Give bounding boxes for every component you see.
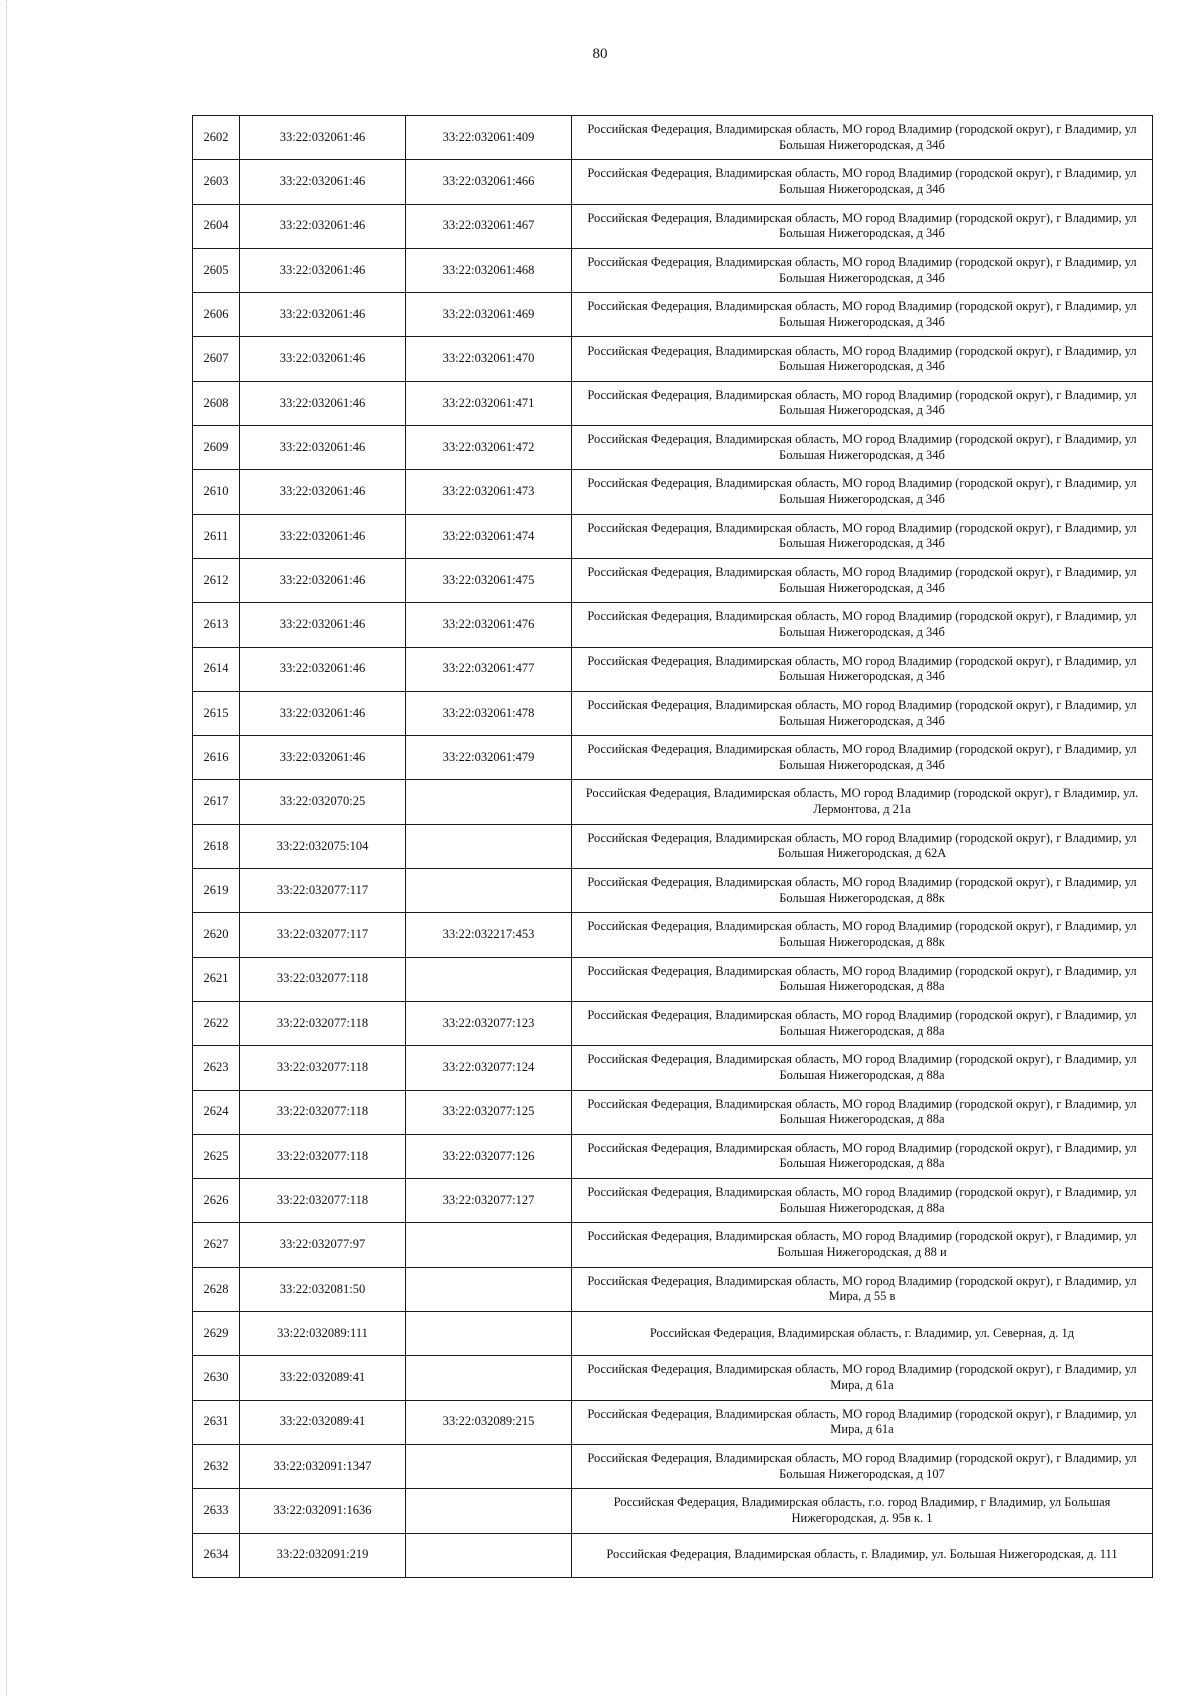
building-cadastral-number-cell [406, 780, 572, 824]
row-number-cell: 2620 [193, 913, 240, 957]
address-cell: Российская Федерация, Владимирская область, МО город Владимир (городской округ), г Владимир, ул Большая Нижегородская, д 34б [572, 691, 1153, 735]
building-cadastral-number-cell: 33:22:032061:473 [406, 470, 572, 514]
address-cell: Российская Федерация, Владимирская область, МО город Владимир (городской округ), г Владимир, ул Большая Нижегородская, д 88а [572, 1134, 1153, 1178]
table-row [193, 913, 1153, 957]
address-cell: Российская Федерация, Владимирская область, МО город Владимир (городской округ), г Владимир, ул Большая Нижегородская, д 34б [572, 426, 1153, 470]
land-cadastral-number-cell: 33:22:032061:46 [240, 248, 406, 292]
building-cadastral-number-cell: 33:22:032061:466 [406, 160, 572, 204]
row-number-cell: 2624 [193, 1090, 240, 1134]
address-cell: Российская Федерация, Владимирская область, МО город Владимир (городской округ), г Владимир, ул Большая Нижегородская, д 34б [572, 736, 1153, 780]
address-cell: Российская Федерация, Владимирская область, МО город Владимир (городской округ), г Владимир, ул Мира, д 61а [572, 1400, 1153, 1444]
building-cadastral-number-cell: 33:22:032217:453 [406, 913, 572, 957]
building-cadastral-number-cell [406, 1356, 572, 1400]
address-cell: Российская Федерация, Владимирская область, МО город Владимир (городской округ), г Владимир, ул Большая Нижегородская, д 34б [572, 204, 1153, 248]
address-cell: Российская Федерация, Владимирская область, МО город Владимир (городской округ), г Владимир, ул Большая Нижегородская, д 34б [572, 514, 1153, 558]
row-number-cell: 2630 [193, 1356, 240, 1400]
row-number-cell: 2615 [193, 691, 240, 735]
land-cadastral-number-cell: 33:22:032070:25 [240, 780, 406, 824]
row-number-cell: 2632 [193, 1444, 240, 1488]
address-cell: Российская Федерация, Владимирская область, МО город Владимир (городской округ), г Владимир, ул. Лермонтова, д 21а [572, 780, 1153, 824]
row-number-cell: 2634 [193, 1533, 240, 1577]
building-cadastral-number-cell [406, 1444, 572, 1488]
land-cadastral-number-cell: 33:22:032089:111 [240, 1312, 406, 1356]
land-cadastral-number-cell: 33:22:032075:104 [240, 824, 406, 868]
building-cadastral-number-cell: 33:22:032061:478 [406, 691, 572, 735]
building-cadastral-number-cell [406, 1312, 572, 1356]
land-cadastral-number-cell: 33:22:032061:46 [240, 426, 406, 470]
address-cell: Российская Федерация, Владимирская область, МО город Владимир (городской округ), г Владимир, ул Большая Нижегородская, д 34б [572, 470, 1153, 514]
building-cadastral-number-cell: 33:22:032061:468 [406, 248, 572, 292]
table-row [193, 1533, 1153, 1577]
table-row [193, 1400, 1153, 1444]
building-cadastral-number-cell [406, 869, 572, 913]
building-cadastral-number-cell: 33:22:032089:215 [406, 1400, 572, 1444]
table-row [193, 1223, 1153, 1267]
row-number-cell: 2629 [193, 1312, 240, 1356]
address-cell: Российская Федерация, Владимирская область, МО город Владимир (городской округ), г Владимир, ул Большая Нижегородская, д 88а [572, 1046, 1153, 1090]
table-row [193, 691, 1153, 735]
table-row [193, 248, 1153, 292]
land-cadastral-number-cell: 33:22:032061:46 [240, 603, 406, 647]
address-cell: Российская Федерация, Владимирская область, МО город Владимир (городской округ), г Владимир, ул Большая Нижегородская, д 34б [572, 337, 1153, 381]
building-cadastral-number-cell: 33:22:032061:476 [406, 603, 572, 647]
row-number-cell: 2628 [193, 1267, 240, 1311]
address-cell: Российская Федерация, Владимирская область, МО город Владимир (городской округ), г Владимир, ул Большая Нижегородская, д 34б [572, 647, 1153, 691]
land-cadastral-number-cell: 33:22:032091:1636 [240, 1489, 406, 1533]
building-cadastral-number-cell: 33:22:032061:409 [406, 116, 572, 160]
building-cadastral-number-cell: 33:22:032061:470 [406, 337, 572, 381]
building-cadastral-number-cell: 33:22:032061:477 [406, 647, 572, 691]
table-row [193, 426, 1153, 470]
page-number: 80 [592, 46, 608, 62]
row-number-cell: 2622 [193, 1001, 240, 1045]
address-cell: Российская Федерация, Владимирская область, МО город Владимир (городской округ), г Владимир, ул Большая Нижегородская, д 34б [572, 558, 1153, 602]
row-number-cell: 2625 [193, 1134, 240, 1178]
land-cadastral-number-cell: 33:22:032077:118 [240, 1179, 406, 1223]
address-cell: Российская Федерация, Владимирская область, МО город Владимир (городской округ), г Владимир, ул Большая Нижегородская, д 62А [572, 824, 1153, 868]
row-number-cell: 2612 [193, 558, 240, 602]
scan-edge-line [6, 0, 7, 1696]
row-number-cell: 2610 [193, 470, 240, 514]
land-cadastral-number-cell: 33:22:032061:46 [240, 514, 406, 558]
row-number-cell: 2608 [193, 381, 240, 425]
land-cadastral-number-cell: 33:22:032061:46 [240, 160, 406, 204]
row-number-cell: 2633 [193, 1489, 240, 1533]
table-row [193, 1090, 1153, 1134]
table-row [193, 824, 1153, 868]
land-cadastral-number-cell: 33:22:032077:118 [240, 1134, 406, 1178]
registry-table [192, 115, 1153, 1578]
table-row [193, 957, 1153, 1001]
address-cell: Российская Федерация, Владимирская область, МО город Владимир (городской округ), г Владимир, ул Большая Нижегородская, д 88а [572, 1001, 1153, 1045]
address-cell: Российская Федерация, Владимирская область, МО город Владимир (городской округ), г Владимир, ул Большая Нижегородская, д 107 [572, 1444, 1153, 1488]
building-cadastral-number-cell [406, 1223, 572, 1267]
address-cell: Российская Федерация, Владимирская область, МО город Владимир (городской округ), г Владимир, ул Большая Нижегородская, д 88а [572, 1179, 1153, 1223]
building-cadastral-number-cell: 33:22:032077:124 [406, 1046, 572, 1090]
building-cadastral-number-cell: 33:22:032077:125 [406, 1090, 572, 1134]
building-cadastral-number-cell: 33:22:032061:479 [406, 736, 572, 780]
table-row [193, 1134, 1153, 1178]
address-cell: Российская Федерация, Владимирская область, МО город Владимир (городской округ), г Владимир, ул Большая Нижегородская, д 88а [572, 1090, 1153, 1134]
land-cadastral-number-cell: 33:22:032061:46 [240, 337, 406, 381]
land-cadastral-number-cell: 33:22:032077:97 [240, 1223, 406, 1267]
land-cadastral-number-cell: 33:22:032077:118 [240, 1090, 406, 1134]
land-cadastral-number-cell: 33:22:032091:1347 [240, 1444, 406, 1488]
land-cadastral-number-cell: 33:22:032061:46 [240, 558, 406, 602]
row-number-cell: 2623 [193, 1046, 240, 1090]
row-number-cell: 2616 [193, 736, 240, 780]
building-cadastral-number-cell: 33:22:032077:127 [406, 1179, 572, 1223]
address-cell: Российская Федерация, Владимирская область, МО город Владимир (городской округ), г Владимир, ул Большая Нижегородская, д 88к [572, 913, 1153, 957]
building-cadastral-number-cell: 33:22:032077:126 [406, 1134, 572, 1178]
table-row [193, 1489, 1153, 1533]
table-row [193, 160, 1153, 204]
row-number-cell: 2618 [193, 824, 240, 868]
address-cell: Российская Федерация, Владимирская область, МО город Владимир (городской округ), г Владимир, ул Большая Нижегородская, д 34б [572, 293, 1153, 337]
land-cadastral-number-cell: 33:22:032091:219 [240, 1533, 406, 1577]
land-cadastral-number-cell: 33:22:032061:46 [240, 381, 406, 425]
building-cadastral-number-cell [406, 824, 572, 868]
address-cell: Российская Федерация, Владимирская область, МО город Владимир (городской округ), г Владимир, ул Большая Нижегородская, д 88к [572, 869, 1153, 913]
table-row [193, 1267, 1153, 1311]
table-row [193, 470, 1153, 514]
building-cadastral-number-cell: 33:22:032061:467 [406, 204, 572, 248]
building-cadastral-number-cell: 33:22:032061:474 [406, 514, 572, 558]
table-row [193, 116, 1153, 160]
table-row [193, 1179, 1153, 1223]
row-number-cell: 2606 [193, 293, 240, 337]
row-number-cell: 2619 [193, 869, 240, 913]
building-cadastral-number-cell [406, 1267, 572, 1311]
address-cell: Российская Федерация, Владимирская область, г. Владимир, ул. Большая Нижегородская, д. 111 [572, 1533, 1153, 1577]
table-row [193, 603, 1153, 647]
row-number-cell: 2626 [193, 1179, 240, 1223]
table-row [193, 736, 1153, 780]
land-cadastral-number-cell: 33:22:032061:46 [240, 204, 406, 248]
address-cell: Российская Федерация, Владимирская область, МО город Владимир (городской округ), г Владимир, ул Большая Нижегородская, д 34б [572, 603, 1153, 647]
land-cadastral-number-cell: 33:22:032077:117 [240, 913, 406, 957]
row-number-cell: 2631 [193, 1400, 240, 1444]
address-cell: Российская Федерация, Владимирская область, МО город Владимир (городской округ), г Владимир, ул Мира, д 61а [572, 1356, 1153, 1400]
row-number-cell: 2609 [193, 426, 240, 470]
address-cell: Российская Федерация, Владимирская область, МО город Владимир (городской округ), г Владимир, ул Большая Нижегородская, д 88 и [572, 1223, 1153, 1267]
table-row [193, 1444, 1153, 1488]
table-row [193, 558, 1153, 602]
land-cadastral-number-cell: 33:22:032077:117 [240, 869, 406, 913]
table-row [193, 293, 1153, 337]
building-cadastral-number-cell: 33:22:032077:123 [406, 1001, 572, 1045]
table-row [193, 647, 1153, 691]
address-cell: Российская Федерация, Владимирская область, МО город Владимир (городской округ), г Владимир, ул Большая Нижегородская, д 88а [572, 957, 1153, 1001]
table-row [193, 1001, 1153, 1045]
address-cell: Российская Федерация, Владимирская область, МО город Владимир (городской округ), г Владимир, ул Большая Нижегородская, д 34б [572, 381, 1153, 425]
row-number-cell: 2617 [193, 780, 240, 824]
registry-table-body [193, 116, 1153, 1578]
land-cadastral-number-cell: 33:22:032077:118 [240, 1001, 406, 1045]
address-cell: Российская Федерация, Владимирская область, МО город Владимир (городской округ), г Владимир, ул Большая Нижегородская, д 34б [572, 116, 1153, 160]
row-number-cell: 2602 [193, 116, 240, 160]
land-cadastral-number-cell: 33:22:032061:46 [240, 691, 406, 735]
address-cell: Российская Федерация, Владимирская область, МО город Владимир (городской округ), г Владимир, ул Большая Нижегородская, д 34б [572, 248, 1153, 292]
address-cell: Российская Федерация, Владимирская область, МО город Владимир (городской округ), г Владимир, ул Большая Нижегородская, д 34б [572, 160, 1153, 204]
land-cadastral-number-cell: 33:22:032061:46 [240, 116, 406, 160]
table-row [193, 381, 1153, 425]
address-cell: Российская Федерация, Владимирская область, МО город Владимир (городской округ), г Владимир, ул Мира, д 55 в [572, 1267, 1153, 1311]
building-cadastral-number-cell [406, 1489, 572, 1533]
table-row [193, 204, 1153, 248]
land-cadastral-number-cell: 33:22:032077:118 [240, 1046, 406, 1090]
row-number-cell: 2614 [193, 647, 240, 691]
table-row [193, 869, 1153, 913]
building-cadastral-number-cell: 33:22:032061:472 [406, 426, 572, 470]
table-row [193, 1312, 1153, 1356]
land-cadastral-number-cell: 33:22:032089:41 [240, 1400, 406, 1444]
land-cadastral-number-cell: 33:22:032061:46 [240, 647, 406, 691]
address-cell: Российская Федерация, Владимирская область, г.о. город Владимир, г Владимир, ул Большая Нижегородская, д. 95в к. 1 [572, 1489, 1153, 1533]
land-cadastral-number-cell: 33:22:032077:118 [240, 957, 406, 1001]
row-number-cell: 2607 [193, 337, 240, 381]
land-cadastral-number-cell: 33:22:032061:46 [240, 293, 406, 337]
building-cadastral-number-cell [406, 1533, 572, 1577]
land-cadastral-number-cell: 33:22:032061:46 [240, 470, 406, 514]
land-cadastral-number-cell: 33:22:032089:41 [240, 1356, 406, 1400]
row-number-cell: 2621 [193, 957, 240, 1001]
building-cadastral-number-cell: 33:22:032061:471 [406, 381, 572, 425]
row-number-cell: 2611 [193, 514, 240, 558]
table-row [193, 1046, 1153, 1090]
table-row [193, 514, 1153, 558]
row-number-cell: 2603 [193, 160, 240, 204]
table-row [193, 780, 1153, 824]
row-number-cell: 2613 [193, 603, 240, 647]
table-row [193, 337, 1153, 381]
address-cell: Российская Федерация, Владимирская область, г. Владимир, ул. Северная, д. 1д [572, 1312, 1153, 1356]
building-cadastral-number-cell: 33:22:032061:469 [406, 293, 572, 337]
building-cadastral-number-cell: 33:22:032061:475 [406, 558, 572, 602]
table-row [193, 1356, 1153, 1400]
row-number-cell: 2604 [193, 204, 240, 248]
building-cadastral-number-cell [406, 957, 572, 1001]
land-cadastral-number-cell: 33:22:032081:50 [240, 1267, 406, 1311]
land-cadastral-number-cell: 33:22:032061:46 [240, 736, 406, 780]
row-number-cell: 2605 [193, 248, 240, 292]
row-number-cell: 2627 [193, 1223, 240, 1267]
